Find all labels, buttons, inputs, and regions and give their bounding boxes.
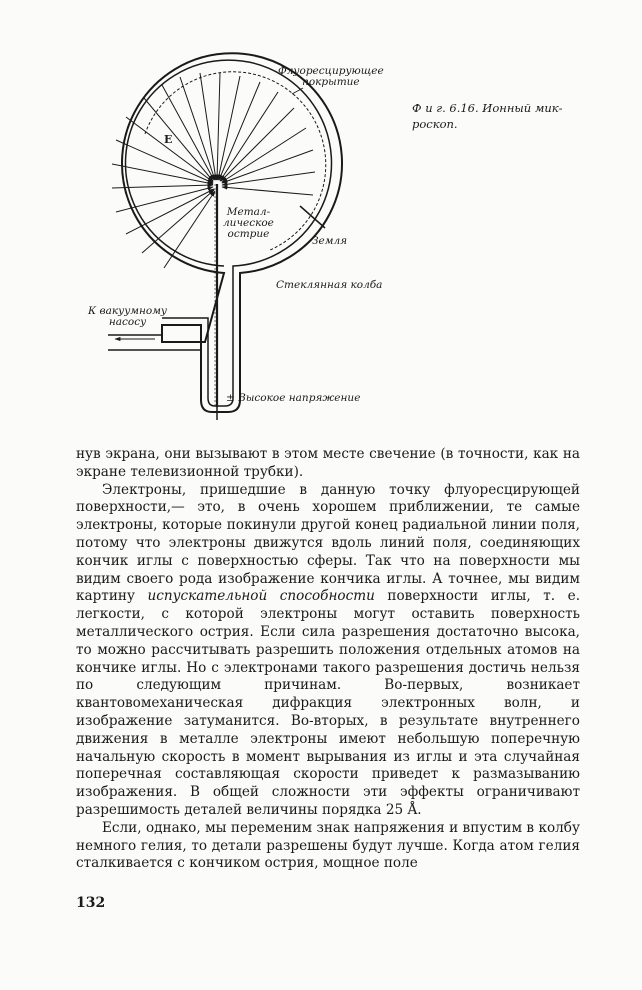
field-label: E	[164, 133, 173, 146]
body-text	[76, 446, 580, 873]
bulb-label: Стеклянная колба	[276, 279, 383, 291]
coating-label: Флуоресцирующее покрытие	[278, 65, 384, 88]
ground-label: Земля	[312, 235, 348, 247]
field-lines	[112, 73, 315, 268]
paragraph-1: нув экрана, они вызывают в этом месте свечение (в точности, как на экране телевизионной трубки).	[76, 446, 580, 480]
pump-label: К вакуумному насосу	[88, 305, 168, 328]
paragraph-2: Электроны, пришедшие в данную точку флуоресцирующей поверхности,— это, в очень хорошем приближении, те самые электроны, которые покинули другой конец радиальной линии поля, потому что электроны движутся вдоль линий поля, соединяющих кончик иглы с поверхностью сферы. Так что на поверхности мы видим своего рода изображение кончика иглы. А точнее, мы видим картину испускательной способности поверхности иглы, т. е. легкости, с которой электроны могут оставить поверхность металлического острия. Если сила разрешения достаточно высока, то можно рассчитывать разрешить положения отдельных атомов на кончике иглы. Но с электронами такого разрешения достичь нельзя по следующим причинам. Во-первых, возникает квантовомеханическая дифракция электронных волн, и изображение затуманится. Во-вторых, в результате внутреннего движения в металле электроны имеют небольшую поперечную начальную скорость в момент вырывания из иглы и эта случайная поперечная составляющая скорости приведет к размазыванию изображения. В общей сложности эти эффекты ограничивают разрешимость деталей величины порядка 25 Å.	[76, 481, 581, 818]
tip-label: Метал- лическое острие	[223, 206, 274, 240]
voltage-label: ± Высокое напряжение	[226, 392, 361, 404]
microscope-diagram	[60, 50, 400, 430]
emphasis-emissivity: испускательной способности	[147, 588, 375, 605]
paragraph-3: Если, однако, мы переменим знак напряжения и впустим в колбу немного гелия, то детали разрешены будут лучше. Когда атом гелия сталкивается с кончиком острия, мощное поле	[76, 819, 580, 872]
ion-microscope-figure	[60, 50, 400, 430]
figure-caption: Ф и г. 6.16. Ионный мик- роскоп.	[412, 101, 563, 131]
page-number: 132	[76, 895, 106, 911]
